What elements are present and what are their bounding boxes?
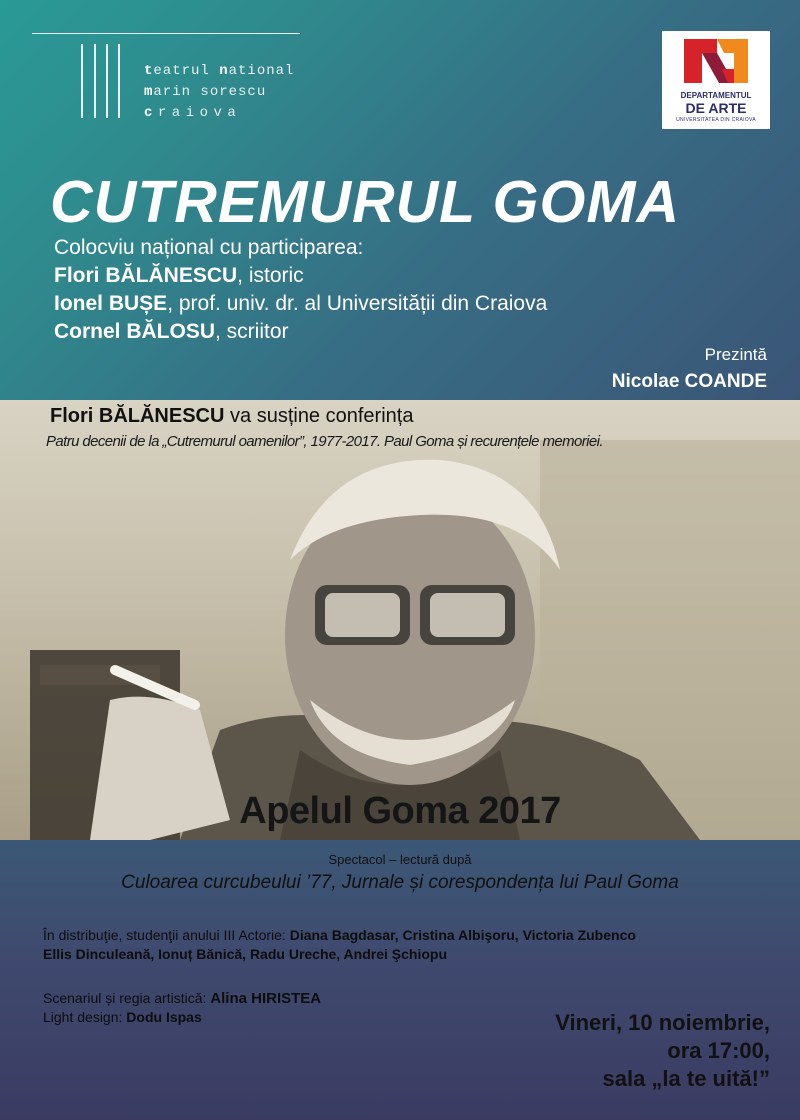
department-logo: [662, 31, 770, 129]
logo-line2: DE ARTE: [685, 100, 747, 116]
event-date: Vineri, 10 noiembrie,: [555, 1010, 770, 1035]
theatre-rule: [32, 33, 300, 34]
director-credit: Scenariul și regia artistică: Alina HIRISTEA: [43, 990, 322, 1007]
event-time: ora 17:00,: [667, 1038, 770, 1063]
conference-topic: Patru decenii de la „Cutremurul oamenilor”, 1977-2017. Paul Goma și recurențele memoriei.: [46, 433, 603, 450]
portrait-photo: [0, 400, 800, 840]
participant: Cornel BĂLOSU, scriitor: [54, 320, 289, 343]
light-credit: Light design: Dodu Ispas: [43, 1009, 202, 1025]
show-subtitle: Spectacol – lectură după: [328, 852, 472, 867]
theatre-bar: [106, 44, 108, 118]
theatre-name-line3: craiova: [144, 105, 242, 121]
department-logo-icon: [662, 31, 770, 91]
presenter-label: Prezintă: [704, 345, 767, 364]
theatre-bar: [81, 44, 83, 118]
show-source: Culoarea curcubeului ’77, Jurnale și corespondența lui Paul Goma: [121, 872, 679, 893]
presenter-name: Nicolae COANDE: [611, 371, 767, 392]
conference-speaker-line: Flori BĂLĂNESCU va susține conferința: [50, 405, 414, 427]
logo-line1: DEPARTAMENTUL: [680, 91, 752, 100]
cast-line1: În distribuţie, studenţii anului III Actorie: Diana Bagdasar, Cristina Albişoru, Victoria Zubenco: [43, 927, 636, 943]
cast-line2: Ellis Dinculeană, Ionuț Bănică, Radu Ureche, Andrei Şchiopu: [43, 946, 448, 962]
theatre-name-line2: marin sorescu: [144, 84, 267, 100]
participant: Flori BĂLĂNESCU, istoric: [54, 264, 304, 287]
theatre-bar: [118, 44, 120, 118]
theatre-name-line1: teatrul national: [144, 63, 295, 79]
show-title: Apelul Goma 2017: [239, 790, 561, 832]
theatre-bar: [94, 44, 96, 118]
logo-line3: UNIVERSITATEA DIN CRAIOVA: [676, 117, 756, 123]
portrait-illustration: [0, 400, 800, 840]
participant: Ionel BUȘE, prof. univ. dr. al Universității din Craiova: [54, 292, 548, 315]
colloquium-intro: Colocviu național cu participarea:: [54, 236, 364, 259]
event-venue: sala „la te uită!”: [602, 1066, 770, 1091]
poster-title: CUTREMURUL GOMA: [50, 169, 681, 235]
